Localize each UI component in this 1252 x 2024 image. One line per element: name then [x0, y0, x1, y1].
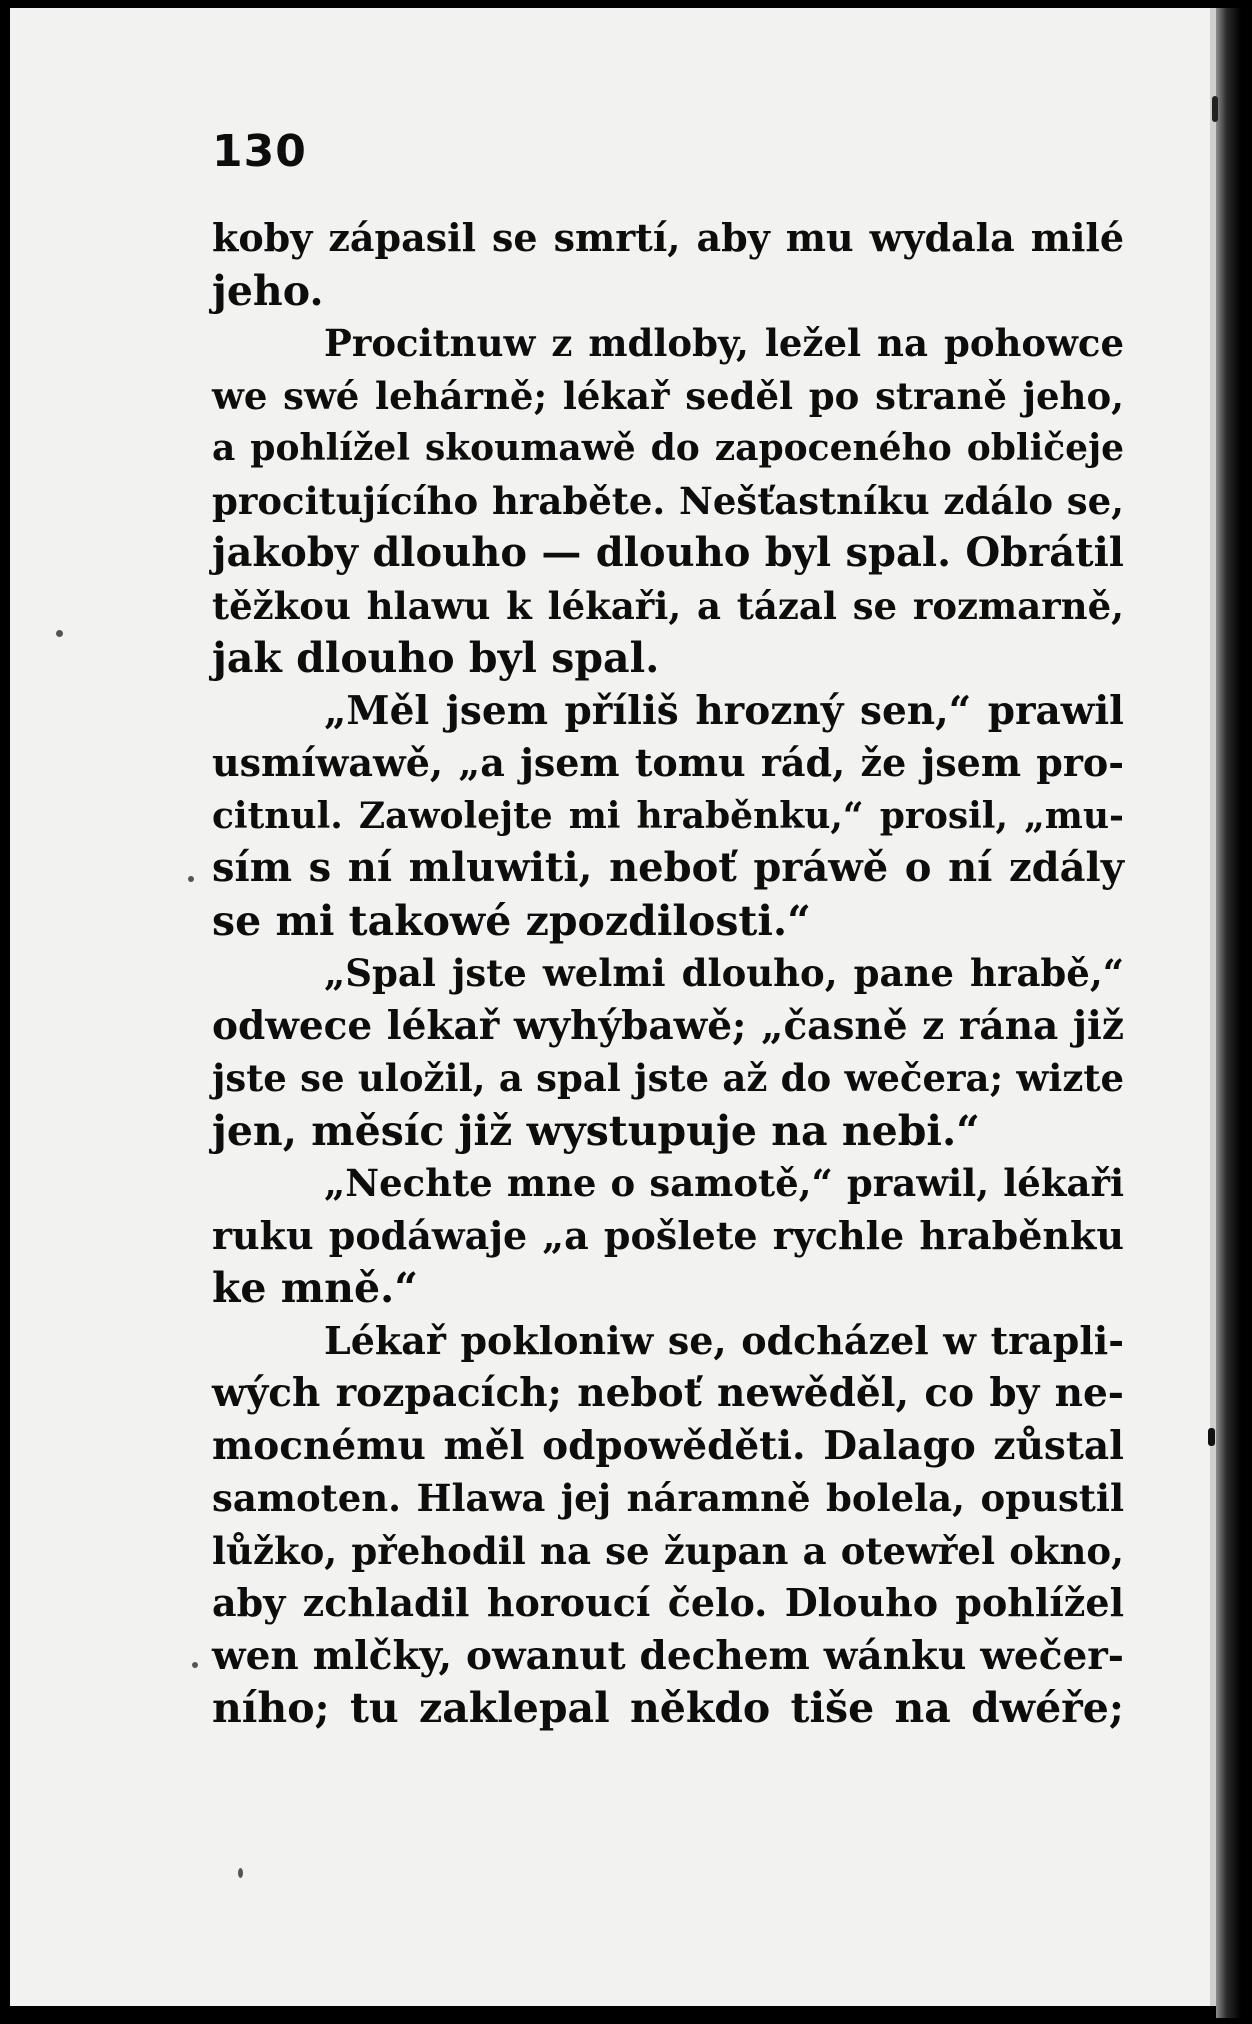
- scan-speck: [1208, 1428, 1215, 1446]
- text-line: samoten. Hlawa jej náramně bolela, opustil: [212, 1476, 1124, 1520]
- text-line: „Nechte mne o samotě,“ prawil, lékaři: [324, 1161, 1124, 1205]
- text-line: se mi takowé zpozdilosti.“: [212, 896, 811, 945]
- text-line: „Spal jste welmi dlouho, pane hrabě,“: [324, 951, 1124, 995]
- text-line: „Měl jsem příliš hrozný sen,“ prawil: [324, 687, 1124, 734]
- text-line: ního; tu zaklepal někdo tiše na dwéře;: [212, 1684, 1124, 1732]
- text-line: procitujícího hraběte. Nešťastníku zdálo se,: [212, 478, 1124, 523]
- text-line: a pohlížel skoumawě do zapoceného obličeje: [212, 427, 1124, 469]
- text-line: wých rozpacích; neboť newěděl, co by ne-: [212, 1370, 1124, 1416]
- text-line: aby zchladil horoucí čelo. Dlouho pohlížel: [212, 1580, 1124, 1625]
- text-line: Lékař pokloniw se, odcházel w trapli-: [324, 1317, 1124, 1363]
- text-line: těžkou hlawu k lékaři, a tázal se rozmarně,: [212, 583, 1124, 628]
- text-line: sím s ní mluwiti, neboť práwě o ní zdály: [212, 844, 1124, 891]
- text-line: Procitnuw z mdloby, ležel na pohowce: [324, 321, 1124, 365]
- page-number: 130: [212, 126, 307, 177]
- text-line: jste se uložil, a spal jste až do wečera; wizte: [212, 1056, 1124, 1100]
- scan-speck: [238, 1868, 243, 1878]
- text-line: lůžko, přehodil na se župan a otewřel okno,: [212, 1528, 1124, 1573]
- scan-speck: [188, 876, 194, 882]
- text-line: citnul. Zawolejte mi hraběnku,“ prosil, „mu-: [212, 794, 1124, 837]
- scan-speck: [56, 630, 63, 637]
- text-line: ruku podáwaje „a pošlete rychle hraběnku: [212, 1212, 1124, 1258]
- scan-speck: [1212, 96, 1218, 122]
- body-text: [212, 212, 1124, 1735]
- text-line: odwece lékař wyhýbawě; „časně z rána již: [212, 1002, 1124, 1049]
- text-line: koby zápasil se smrtí, aby mu wydala milé: [212, 215, 1124, 260]
- scan-speck: [192, 1662, 198, 1668]
- text-line: jakoby dlouho — dlouho byl spal. Obrátil: [212, 529, 1124, 576]
- text-line: jen, měsíc již wystupuje na nebi.“: [212, 1106, 980, 1155]
- text-line: ke mně.“: [212, 1264, 418, 1312]
- text-line: we swé lehárně; lékař seděl po straně jeho,: [212, 373, 1124, 418]
- text-line: jak dlouho byl spal.: [212, 634, 660, 682]
- text-line: jeho.: [212, 266, 324, 315]
- text-line: wen mlčky, owanut dechem wánku wečer-: [212, 1632, 1124, 1679]
- page-edge-shadow: [1216, 8, 1252, 2018]
- text-line: usmíwawě, „a jsem tomu rád, že jsem pro-: [212, 740, 1124, 785]
- text-line: mocnému měl odpowěděti. Dalago zůstal: [212, 1422, 1124, 1469]
